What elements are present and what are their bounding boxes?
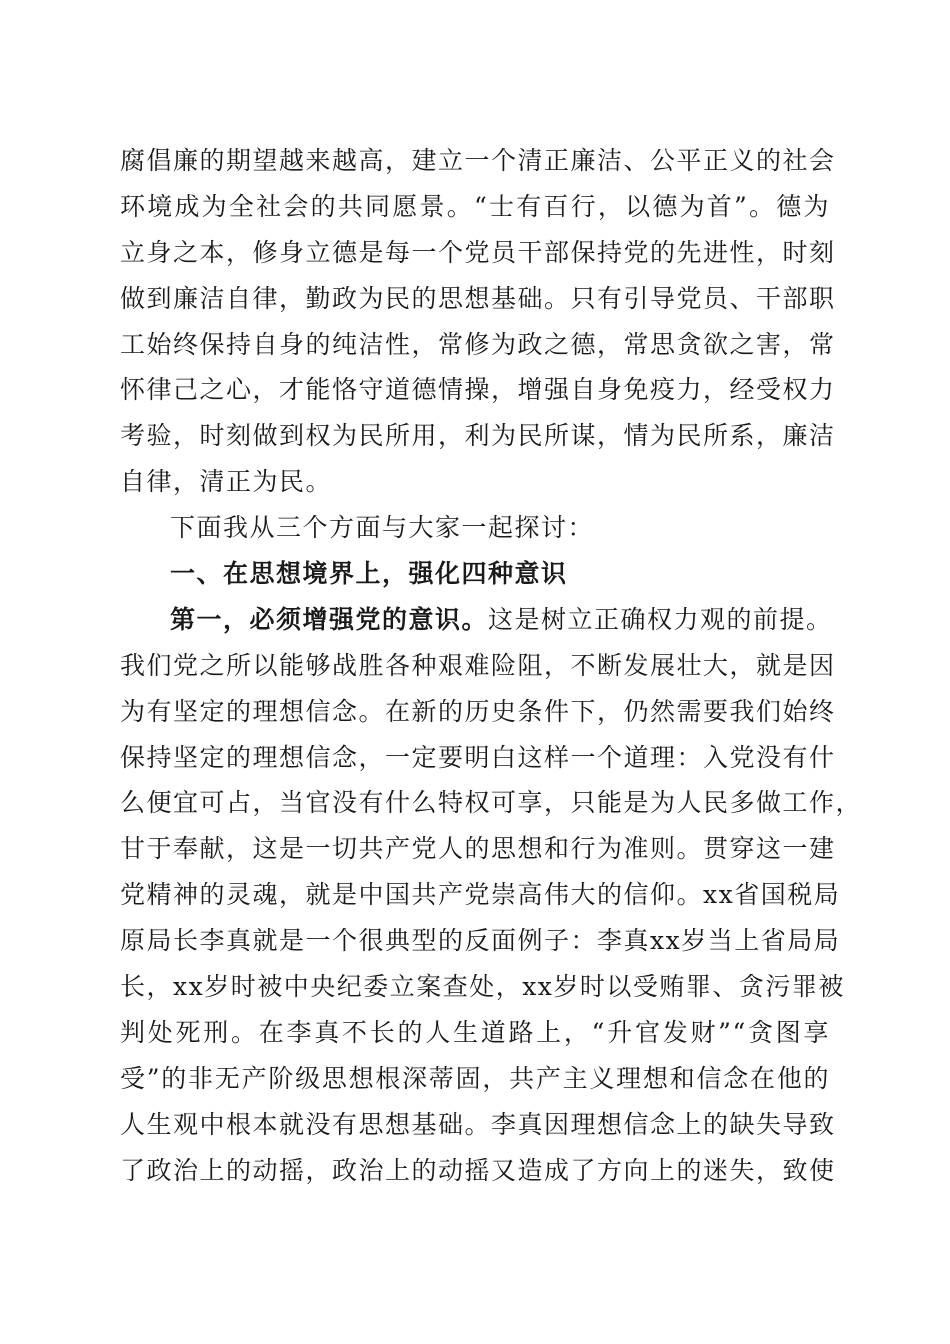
text-line: 受”的非无产阶级思想根深蒂固，共产主义理想和信念在他的 <box>120 1063 830 1093</box>
text-line: 自律，清正为民。 <box>120 467 333 497</box>
text-line: 党精神的灵魂，就是中国共产党崇高伟大的信仰。xx省国税局 <box>120 880 841 910</box>
text-line: 环境成为全社会的共同愿景。“士有百行，以德为首”。德为 <box>120 191 830 221</box>
text-line: 保持坚定的理想信念，一定要明白这样一个道理：入党没有什 <box>120 742 836 772</box>
text-line: 人生观中根本就没有思想基础。李真因理想信念上的缺失导致 <box>120 1109 836 1139</box>
text-line: 为有坚定的理想信念。在新的历史条件下，仍然需要我们始终 <box>120 696 836 726</box>
text-line: 甘于奉献，这是一切共产党人的思想和行为准则。贯穿这一建 <box>120 834 836 864</box>
section-heading: 一、在思想境界上，强化四种意识 <box>170 559 568 589</box>
text-line: 腐倡廉的期望越来越高，建立一个清正廉洁、公平正义的社会 <box>120 146 836 175</box>
text-line: 我们党之所以能够战胜各种艰难险阻，不断发展壮大，就是因 <box>120 650 836 680</box>
text-line: 判处死刑。在李真不长的人生道路上，“升官发财”“贪图享 <box>120 1017 830 1047</box>
text-line: 么便宜可占，当官没有什么特权可享，只能是为人民多做工作， <box>120 788 863 818</box>
text-line: 原局长李真就是一个很典型的反面例子：李真xx岁当上省局局 <box>120 926 841 956</box>
text-line: 考验，时刻做到权为民所用，利为民所谋，情为民所系，廉洁 <box>120 421 836 451</box>
document-body <box>120 138 863 1193</box>
text-line-first <box>120 597 833 643</box>
paragraph-2 <box>120 597 863 1194</box>
paragraph-1 <box>120 138 836 505</box>
text-line: 长，xx岁时被中央纪委立案查处，xx岁时以受贿罪、贪污罪被 <box>120 972 845 1002</box>
text-run: 这是树立正确权力观的前提。 <box>488 604 833 634</box>
text-line: 了政治上的动摇，政治上的动摇又造成了方向上的迷失，致使 <box>120 1155 836 1185</box>
intro-paragraph: 下面我从三个方面与大家一起探讨： <box>170 513 595 543</box>
text-line: 立身之本，修身立德是每一个党员干部保持党的先进性，时刻 <box>120 237 836 267</box>
text-line: 工始终保持自身的纯洁性，常修为政之德，常思贪欲之害，常 <box>120 329 836 359</box>
text-line: 做到廉洁自律，勤政为民的思想基础。只有引导党员、干部职 <box>120 283 836 313</box>
subheading-lead: 第一，必须增强党的意识。 <box>170 604 489 634</box>
text-line: 怀律己之心，才能恪守道德情操，增强自身免疫力，经受权力 <box>120 375 836 405</box>
